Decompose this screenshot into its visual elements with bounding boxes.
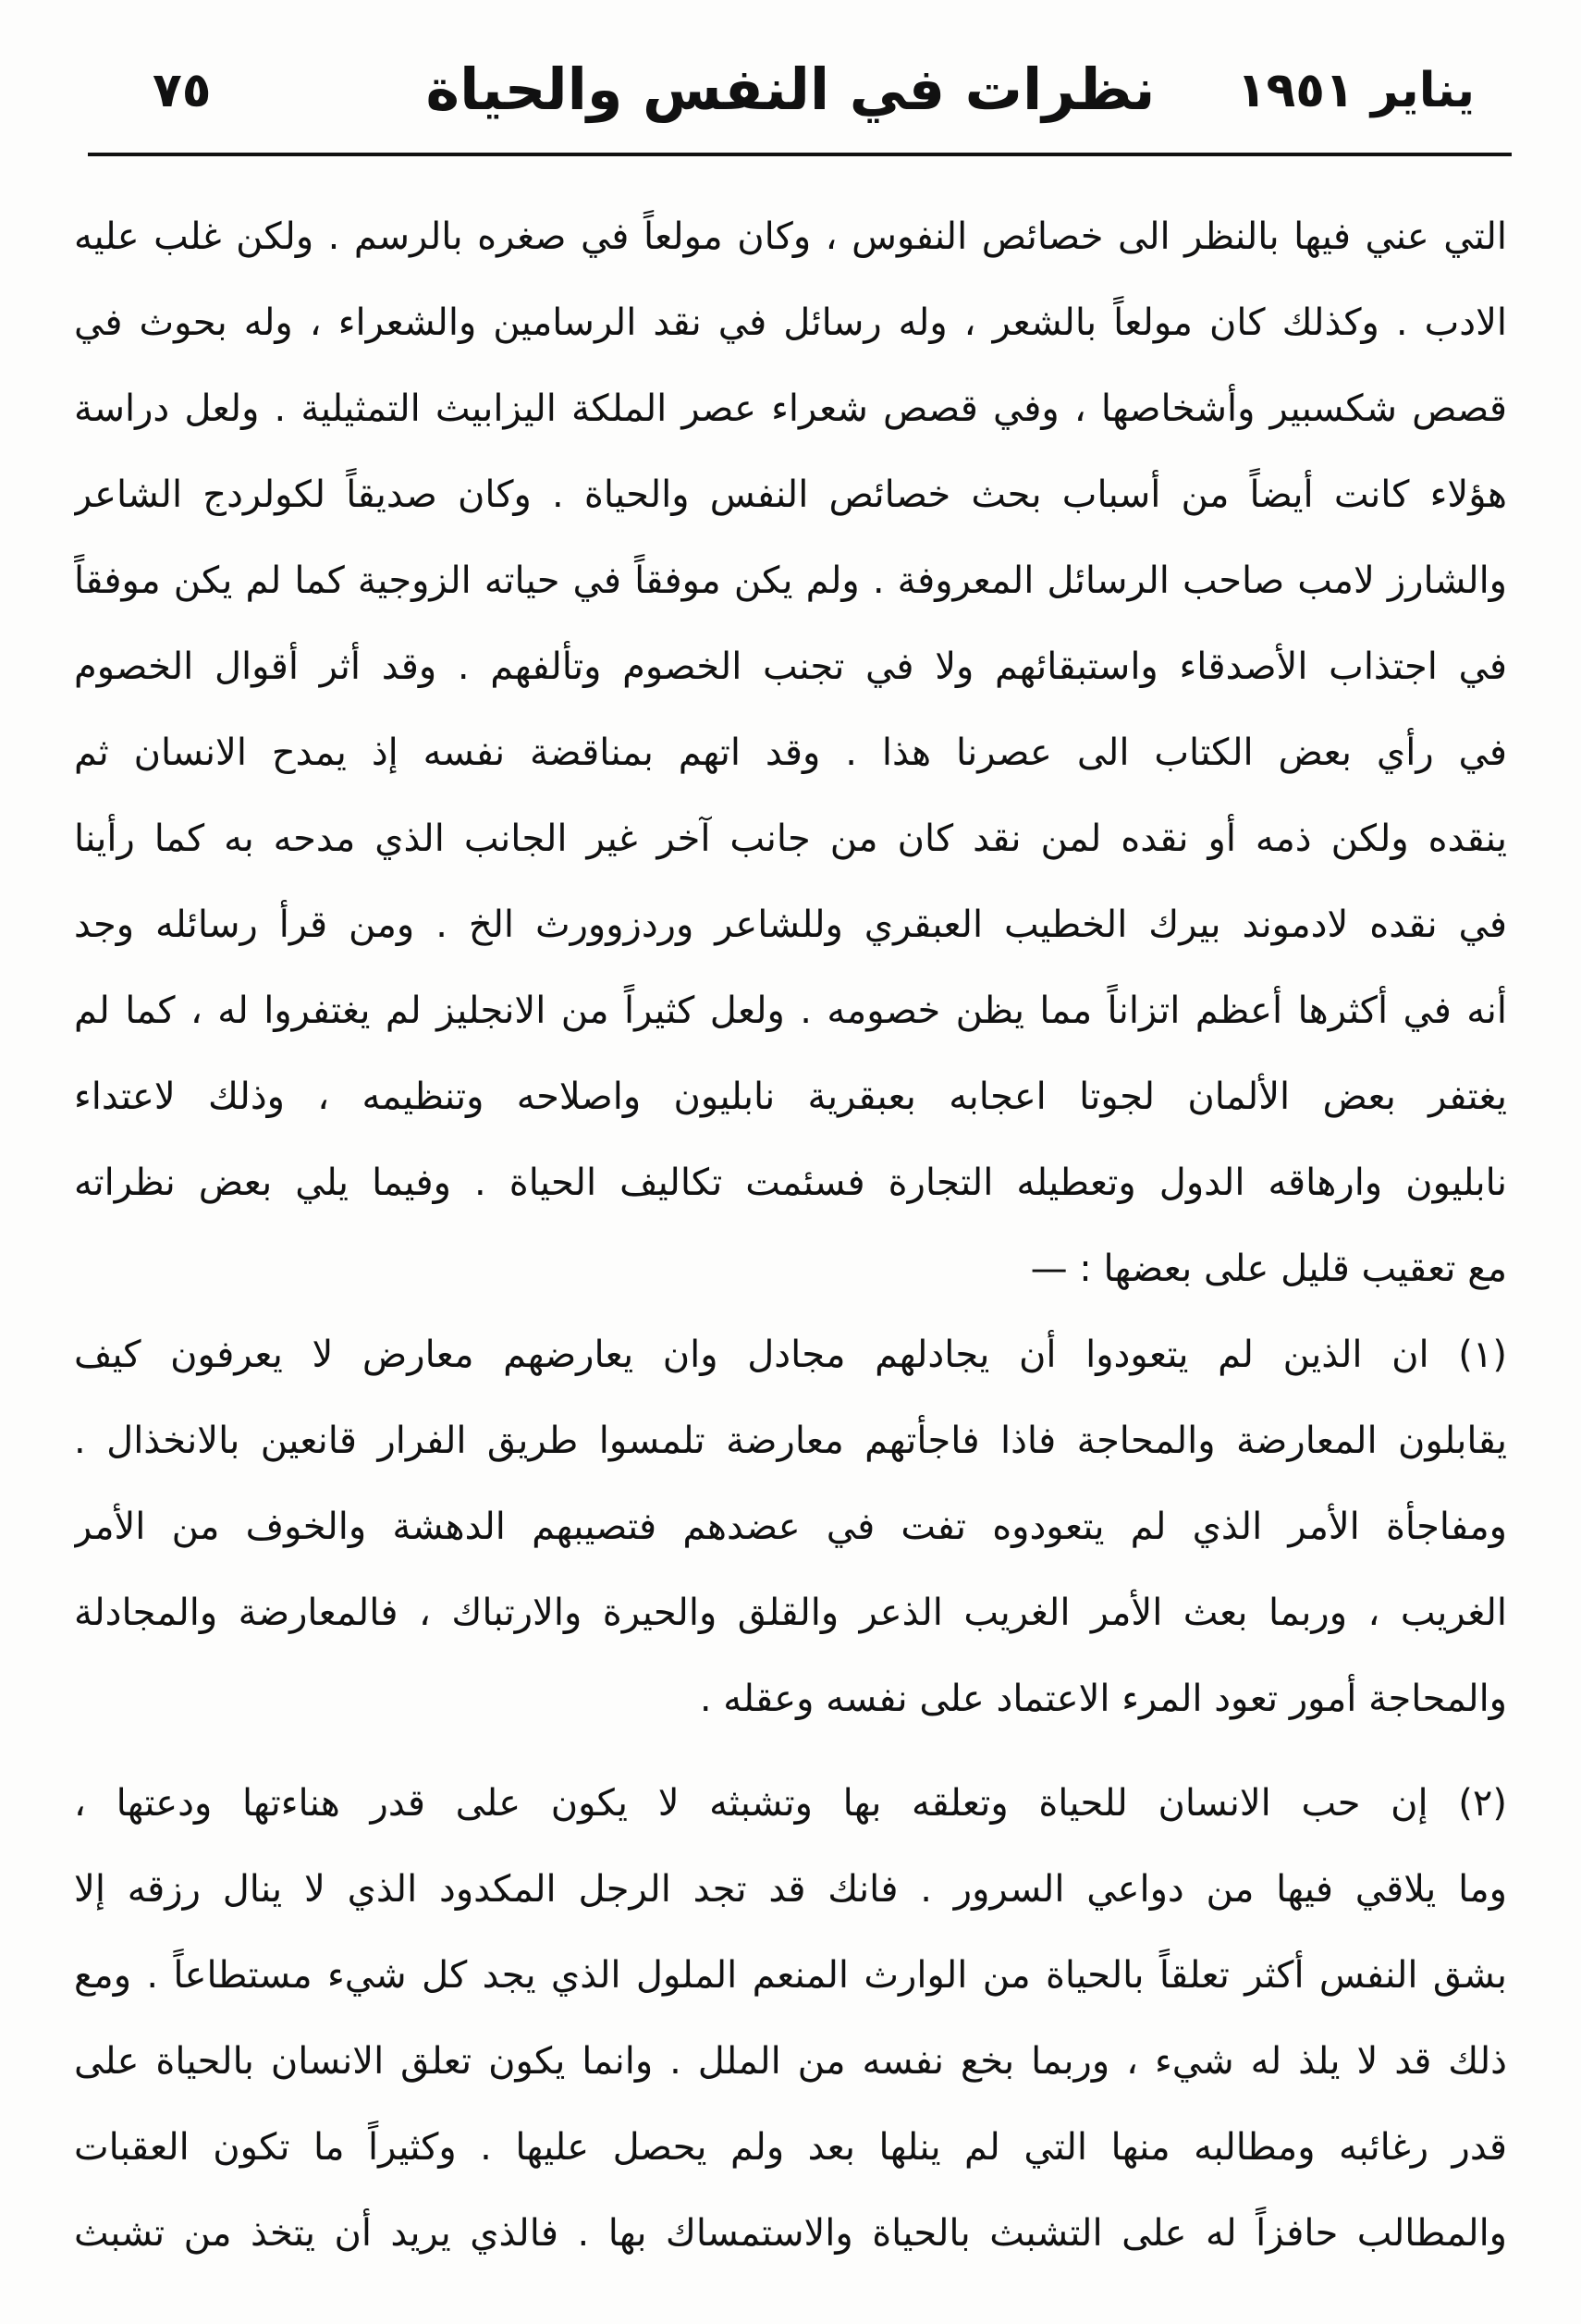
- header-divider: [88, 153, 1512, 156]
- text-line: ذلك قد لا يلذ له شيء ، وربما بخع نفسه من الملل . وانما يكون تعلق الانسان بالحياة على: [74, 2040, 1507, 2083]
- text-line: قدر رغائبه ومطالبه منها التي لم ينلها بعد ولم يحصل عليها . وكثيراً ما تكون العقبات: [74, 2126, 1507, 2169]
- text-line: يقابلون المعارضة والمحاجة فاذا فاجأتهم معارضة تلمسوا طريق الفرار قانعين بالانخذال .: [74, 1420, 1507, 1462]
- text-line: في اجتذاب الأصدقاء واستبقائهم ولا في تجنب الخصوم وتألفهم . وقد أثر أقوال الخصوم: [74, 646, 1507, 688]
- paragraph-1: [74, 1312, 1507, 1742]
- text-line: هؤلاء كانت أيضاً من أسباب بحث خصائص النفس والحياة . وكان صديقاً لكولردج الشاعر: [74, 473, 1507, 516]
- text-line: الادب . وكذلك كان مولعاً بالشعر ، وله رسائل في نقد الرسامين والشعراء ، وله بحوث في: [74, 301, 1507, 344]
- text-line: ومفاجأة الأمر الذي لم يتعودوه تفت في عضدهم فتصيبهم الدهشة والخوف من الأمر: [74, 1506, 1507, 1548]
- text-line: بشق النفس أكثر تعلقاً بالحياة من الوارث المنعم الملول الذي يجد كل شيء مستطاعاً . ومع: [74, 1954, 1507, 1997]
- running-title: نظرات في النفس والحياة: [425, 55, 1156, 123]
- paragraph-2: [74, 1761, 1507, 2277]
- text-line: (٢) إن حب الانسان للحياة وتعلقه بها وتشبثه لا يكون على قدر هناءتها ودعتها ،: [74, 1782, 1507, 1825]
- text-line: (١) ان الذين لم يتعودوا أن يجادلهم مجادل وان يعارضهم معارض لا يعرفون كيف: [74, 1334, 1507, 1376]
- page-number: ٧٥: [153, 63, 212, 118]
- page-header: [88, 55, 1493, 139]
- text-line: الغريب ، وربما بعث الأمر الغريب الذعر والقلق والحيرة والارتباك ، فالمعارضة والمجادلة: [74, 1592, 1507, 1634]
- text-line: في نقده لادموند بيرك الخطيب العبقري وللشاعر وردزوورث الخ . ومن قرأ رسائله وجد: [74, 904, 1507, 946]
- text-line: أنه في أكثرها أعظم اتزاناً مما يظن خصومه . ولعل كثيراً من الانجليز لم يغتفروا له ، كما لم: [74, 990, 1507, 1032]
- text-line: قصص شكسبير وأشخاصها ، وفي قصص شعراء عصر الملكة اليزابيث التمثيلية . ولعل دراسة: [74, 387, 1507, 430]
- text-line: ينقده ولكن ذمه أو نقده لمن نقد كان من جانب آخر غير الجانب الذي مدحه به كما رأينا: [74, 818, 1507, 860]
- text-line: وما يلاقي فيها من دواعي السرور . فانك قد تجد الرجل المكدود الذي لا ينال رزقه إلا: [74, 1868, 1507, 1911]
- text-line: التي عني فيها بالنظر الى خصائص النفوس ، وكان مولعاً في صغره بالرسم . ولكن غلب عليه: [74, 215, 1507, 258]
- body-text: [74, 194, 1507, 2277]
- text-line: يغتفر بعض الألمان لجوتا اعجابه بعبقرية نابليون واصلاحه وتنظيمه ، وذلك لاعتداء: [74, 1076, 1507, 1118]
- text-line: والشارز لامب صاحب الرسائل المعروفة . ولم يكن موفقاً في حياته الزوجية كما لم يكن موفقاً: [74, 559, 1507, 602]
- issue-date: يناير ١٩٥١: [1236, 63, 1475, 118]
- text-line: والمحاجة أمور تعود المرء الاعتماد على نفسه وعقله .: [699, 1678, 1507, 1720]
- text-line: نابليون وارهاقه الدول وتعطيله التجارة فسئمت تكاليف الحياة . وفيما يلي بعض نظراته: [74, 1162, 1507, 1204]
- paragraph-spacer: [74, 1742, 1507, 1761]
- text-line: والمطالب حافزاً له على التشبث بالحياة والاستمساك بها . فالذي يريد أن يتخذ من تشبث: [74, 2212, 1507, 2255]
- paragraph-intro: [74, 194, 1507, 1312]
- text-line: في رأي بعض الكتاب الى عصرنا هذا . وقد اتهم بمناقضة نفسه إذ يمدح الانسان ثم: [74, 732, 1507, 774]
- text-line: مع تعقيب قليل على بعضها : —: [1030, 1248, 1507, 1290]
